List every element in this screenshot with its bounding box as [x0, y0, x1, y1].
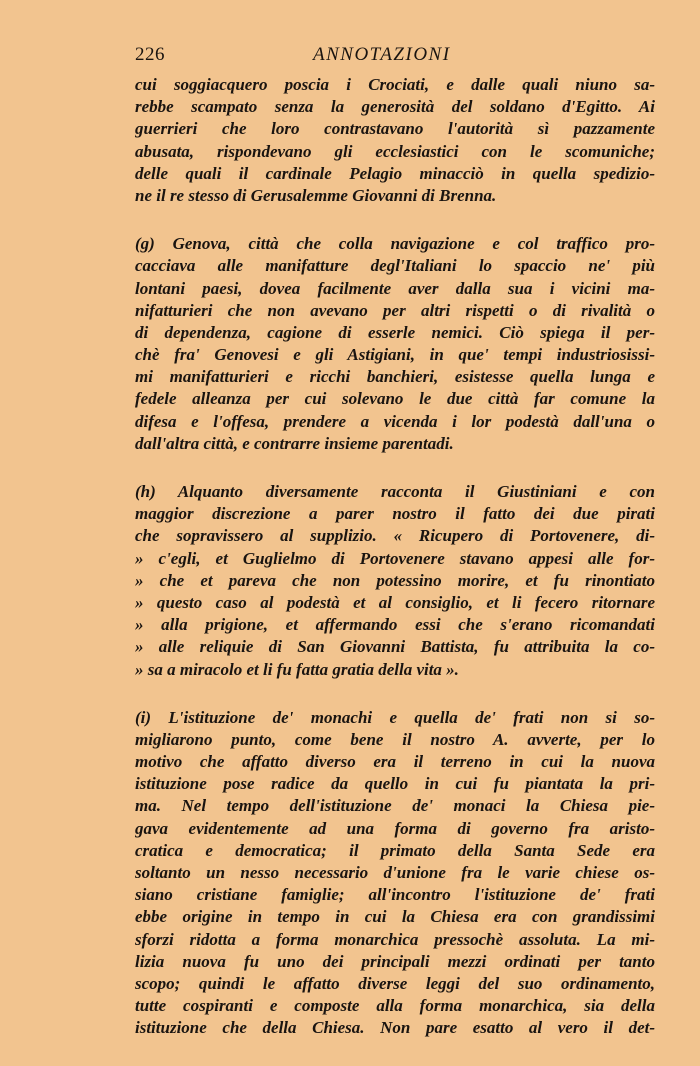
text-line: tutte cospiranti e composte alla forma monarchica, sia della: [135, 996, 655, 1016]
text-line: » alla prigione, et affermando essi che s'erano ricomandati: [135, 615, 655, 635]
text-line: (h) Alquanto diversamente racconta il Giustiniani e con: [135, 482, 655, 501]
page-header: [135, 44, 655, 72]
text-line: dall'altra città, e contrarre insieme parentadi.: [135, 433, 454, 453]
text-line: scopo; quindi le affatto diverse leggi del suo ordinamento,: [135, 973, 655, 993]
text-line: lizia nuova fu uno dei principali mezzi ordinati per tanto: [135, 951, 655, 971]
text-line: rebbe scampato senza la generosità del soldano d'Egitto. Ai: [135, 97, 655, 117]
text-line: istituzione pose radice da quello in cui fu piantata la pri-: [135, 774, 655, 794]
text-line: fedele alleanza per cui solevano le due città far comune la: [135, 389, 655, 409]
text-line: cratica e democratica; il primato della Santa Sede era: [135, 840, 655, 860]
note-i: [135, 707, 655, 1040]
text-line: chè fra' Genovesi e gli Astigiani, in que' tempi industriosissi-: [135, 345, 655, 365]
page-number: 226: [135, 44, 165, 65]
text-line: gava evidentemente ad una forma di governo fra aristo-: [135, 818, 655, 838]
text-line: nifatturieri che non avevano per altri rispetti o di rivalità o: [135, 300, 655, 320]
text-line: » c'egli, et Guglielmo di Portovenere stavano appesi alle for-: [135, 548, 655, 568]
text-line: lontani paesi, dovea facilmente aver dalla sua i vicini ma-: [135, 278, 655, 298]
text-line: ma. Nel tempo dell'istituzione de' monaci la Chiesa pie-: [135, 796, 655, 816]
text-line: di dependenza, cagione di esserle nemici. Ciò spiega il per-: [135, 322, 655, 342]
text-line: soltanto un nesso necessario d'unione fra le varie chiese os-: [135, 863, 655, 882]
text-line: mi manifatturieri e ricchi banchieri, esistesse quella lunga e: [135, 367, 655, 387]
annotations-body: [135, 74, 655, 1066]
text-line: delle quali il cardinale Pelagio minacciò in quella spedizio-: [135, 163, 655, 183]
text-line: siano cristiane famiglie; all'incontro l'istituzione de' frati: [135, 885, 655, 905]
text-line: (g) Genova, città che colla navigazione e col traffico pro-: [135, 234, 655, 254]
text-line: sforzi ridotta a forma monarchica pressochè assoluta. La mi-: [135, 929, 655, 949]
text-line: cui soggiacquero poscia i Crociati, e dalle quali niuno sa-: [135, 75, 655, 94]
text-line: motivo che affatto diverso era il terreno in cui la nuova: [135, 752, 655, 772]
note-g: [135, 233, 655, 455]
text-line: guerrieri che loro contrastavano l'autorità sì pazzamente: [135, 119, 655, 139]
text-line: maggior discrezione a parer nostro il fatto dei due pirati: [135, 504, 655, 524]
text-line: » che et pareva che non potessino morire, et fu rinontiato: [135, 570, 655, 590]
text-line: che sopravissero al supplizio. « Ricupero di Portovenere, di-: [135, 526, 655, 546]
text-line: » alle reliquie di San Giovanni Battista, fu attribuita la co-: [135, 637, 655, 657]
note-continuation: [135, 74, 655, 207]
text-line: difesa e l'offesa, prendere a vicenda i lor podestà dall'una o: [135, 411, 655, 431]
text-line: » questo caso al podestà et al consiglio, et li fecero ritornare: [135, 592, 655, 612]
text-line: migliarono punto, come bene il nostro A. avverte, per lo: [135, 729, 655, 749]
text-line: (i) L'istituzione de' monachi e quella de' frati non si so-: [135, 707, 655, 727]
note-h: [135, 481, 655, 681]
text-line: ebbe origine in tempo in cui la Chiesa era con grandissimi: [135, 907, 655, 927]
text-line: istituzione che della Chiesa. Non pare esatto al vero il det-: [135, 1018, 655, 1038]
text-line: abusata, rispondevano gli ecclesiastici con le scomuniche;: [135, 141, 655, 161]
text-line: cacciava alle manifatture degl'Italiani lo spaccio ne' più: [135, 256, 655, 276]
text-line: » sa a miracolo et li fu fatta gratia della vita ».: [135, 659, 459, 679]
text-line: ne il re stesso di Gerusalemme Giovanni di Brenna.: [135, 185, 497, 205]
running-head: ANNOTAZIONI: [313, 44, 451, 65]
